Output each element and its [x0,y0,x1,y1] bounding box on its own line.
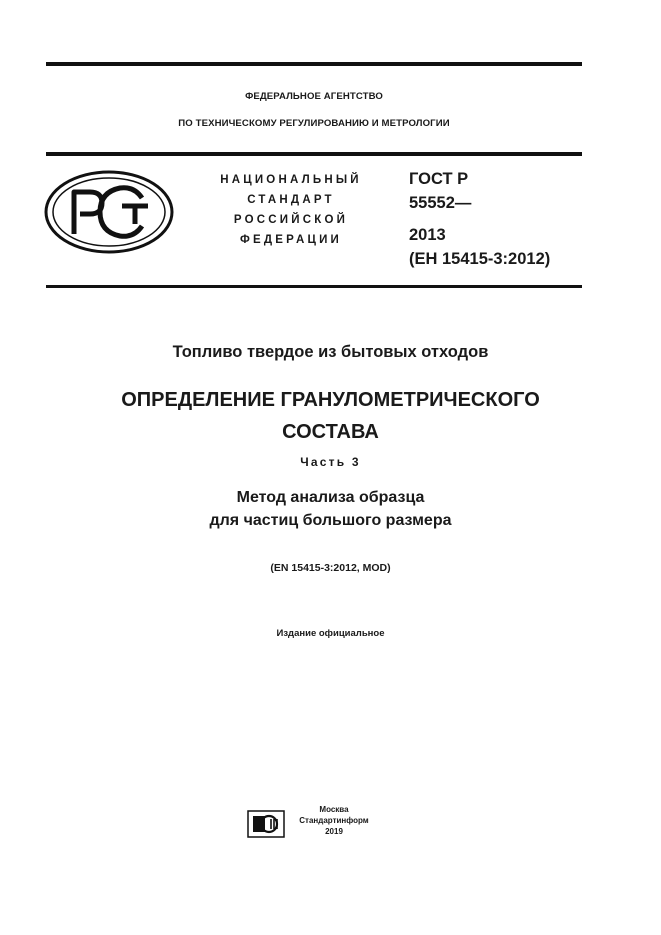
publisher-name: Стандартинформ [299,816,369,825]
top-rule [46,62,582,66]
title-line-2: ОПРЕДЕЛЕНИЕ ГРАНУЛОМЕТРИЧЕСКОГО СОСТАВА [121,389,540,443]
part-label: Часть 3 [300,455,361,469]
publisher-year: 2019 [325,827,343,836]
rst-logo-icon [44,170,174,254]
publisher-city: Москва [319,805,349,814]
edition-label: Издание официальное [276,628,385,639]
national-line-4: ФЕДЕРАЦИИ [239,234,343,246]
title-line-1: Топливо твердое из бытовых отходов [172,343,489,361]
gost-line-3: 2013 [409,226,446,244]
standartinform-logo-icon [247,810,285,838]
subtitle-line-2: для частиц большого размера [209,512,452,529]
header-rule [46,152,582,156]
agency-line-1: ФЕДЕРАЛЬНОЕ АГЕНТСТВО [245,91,383,102]
en-reference: (EN 15415-3:2012, MOD) [270,562,391,574]
subtitle-line-1: Метод анализа образца [236,489,425,506]
gost-line-1: ГОСТ Р [409,170,469,188]
national-line-3: РОССИЙСКОЙ [233,214,349,226]
gost-line-4: (ЕН 15415-3:2012) [409,250,551,268]
gost-line-2: 55552— [409,194,472,212]
national-line-1: НАЦИОНАЛЬНЫЙ [220,174,362,186]
agency-line-2: ПО ТЕХНИЧЕСКОМУ РЕГУЛИРОВАНИЮ И МЕТРОЛОГИИ [178,118,450,129]
standard-rule [46,285,582,288]
national-line-2: СТАНДАРТ [247,194,335,206]
